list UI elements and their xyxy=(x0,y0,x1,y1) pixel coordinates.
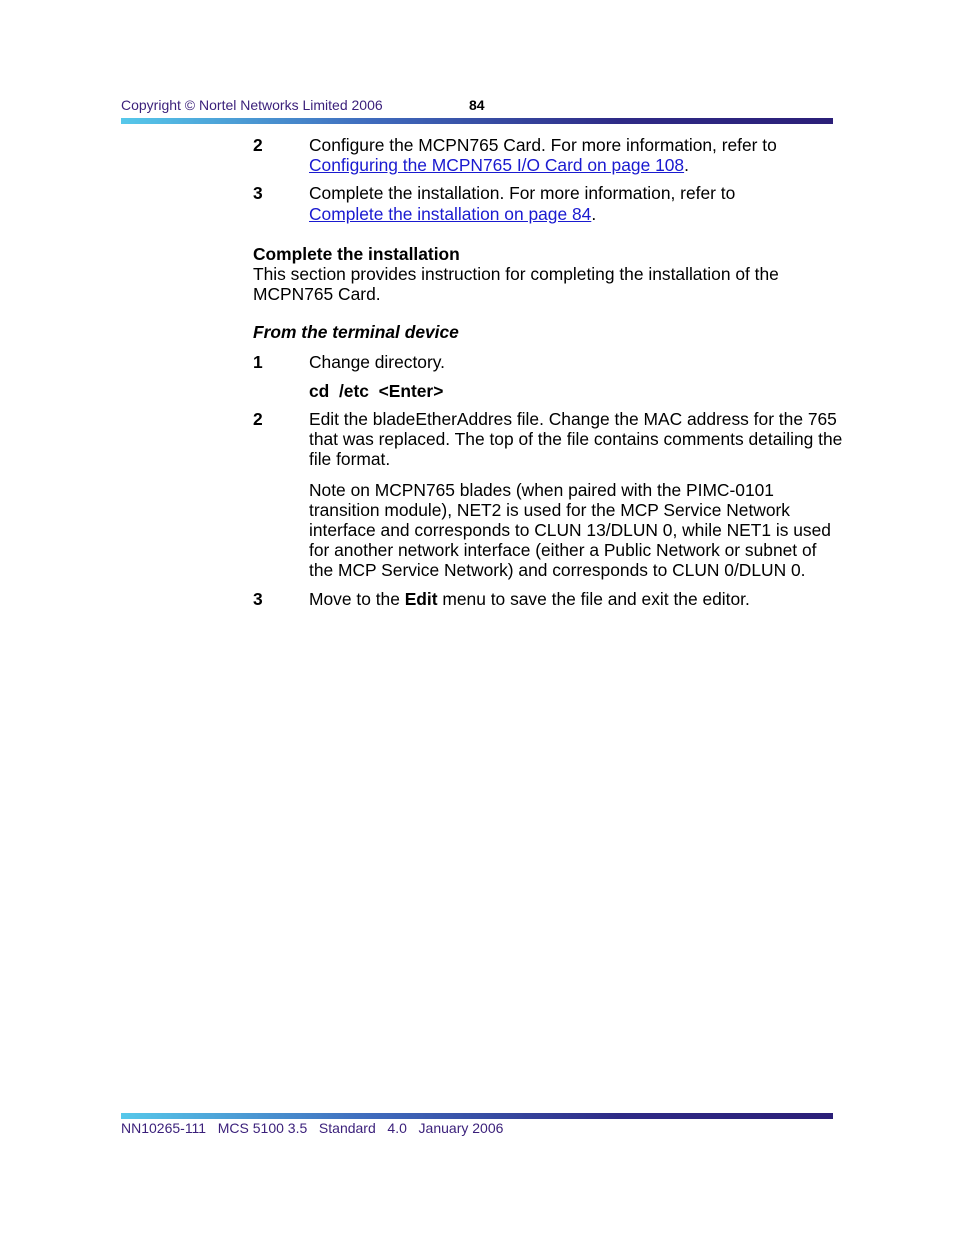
section-heading: Complete the installation xyxy=(253,243,460,264)
step-number: 3 xyxy=(253,588,263,609)
step-instruction: Edit the bladeEtherAddres file. Change the MAC address for the 765 that was replaced. The top of the file contains comments detailing the file format. xyxy=(309,409,843,470)
step-configure-card xyxy=(253,135,843,175)
header-rule xyxy=(121,118,833,124)
step-number: 1 xyxy=(253,351,263,372)
step-instruction: Change directory. xyxy=(309,351,445,372)
step-number: 3 xyxy=(253,183,263,204)
step-text-after: menu to save the file and exit the editor. xyxy=(437,588,750,609)
step-text xyxy=(309,409,843,581)
step-text xyxy=(309,183,843,223)
edit-menu-label: Edit xyxy=(404,588,438,609)
procedure-heading: From the terminal device xyxy=(253,322,459,343)
step-edit-file xyxy=(253,409,843,581)
step-text-before: Configure the MCPN765 Card. For more information, refer to xyxy=(309,135,777,155)
footer-rule xyxy=(121,1113,833,1119)
step-text xyxy=(309,135,843,175)
page-content xyxy=(253,135,843,617)
step-text xyxy=(309,589,843,609)
header-copyright: Copyright © Nortel Networks Limited 2006 xyxy=(121,97,383,113)
step-text-after: . xyxy=(684,155,689,176)
command-text: cd /etc <Enter> xyxy=(309,380,444,401)
footer-text: NN10265-111 MCS 5100 3.5 Standard 4.0 January 2006 xyxy=(121,1120,504,1136)
link-complete-installation[interactable]: Complete the installation on page 84 xyxy=(309,203,592,224)
step-text-before: Move to the xyxy=(309,588,405,609)
step-text xyxy=(309,352,843,401)
page-number: 84 xyxy=(469,97,485,113)
step-save-exit xyxy=(253,589,843,609)
step-number: 2 xyxy=(253,135,263,155)
link-configuring-card[interactable]: Configuring the MCPN765 I/O Card on page 108 xyxy=(309,155,685,176)
section-paragraph: This section provides instruction for completing the installation of the MCPN765 Card. xyxy=(253,264,779,305)
step-change-directory xyxy=(253,352,843,401)
step-text-before: Complete the installation. For more information, refer to xyxy=(309,183,736,204)
step-number: 2 xyxy=(253,409,263,430)
step-text-after: . xyxy=(591,203,597,224)
step-complete-installation xyxy=(253,183,843,223)
step-note: Note on MCPN765 blades (when paired with the PIMC-0101 transition module), NET2 is used for the MCP Service Network interface and corresponds to CLUN 13/DLUN 0, while NET1 is used for another network interface (either a Public Network or subnet of the MCP Service Network) and corresponds to CLUN 0/DLUN 0. xyxy=(309,479,831,581)
